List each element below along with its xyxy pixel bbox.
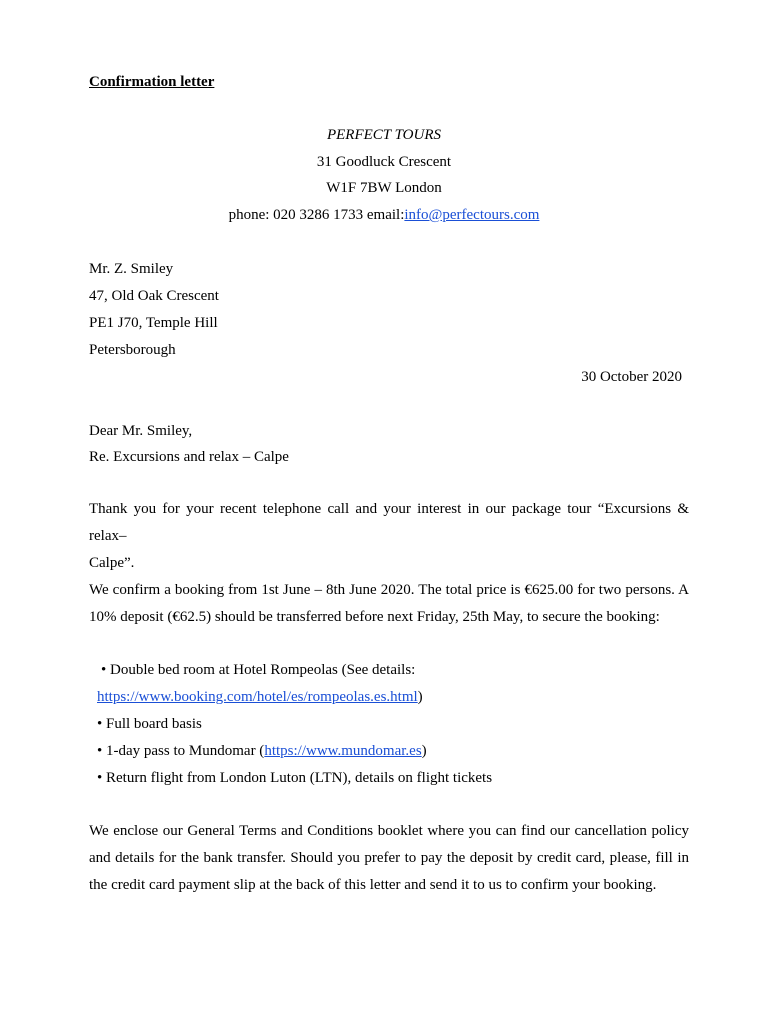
recipient-name: Mr. Z. Smiley — [89, 261, 174, 277]
pass-text: • 1-day pass to Mundomar ( — [97, 743, 265, 759]
recipient-street: 47, Old Oak Crescent — [89, 288, 219, 304]
letter-title: Confirmation letter — [89, 74, 215, 90]
hotel-link-close: ) — [417, 689, 423, 705]
bullet-flight: • Return flight from London Luton (LTN), details on flight tickets — [97, 770, 493, 786]
intro-line-2: Calpe”. — [89, 555, 135, 571]
salutation: Dear Mr. Smiley, — [89, 423, 193, 439]
intro-paragraph — [89, 496, 689, 577]
pass-close: ) — [421, 743, 427, 759]
sender-street: 31 Goodluck Crescent — [316, 154, 452, 170]
booking-paragraph — [89, 577, 689, 631]
closing-line-1: We enclose our General Terms and Conditions booklet where you can find our cancellation policy — [89, 823, 689, 839]
bullet-hotel-link-line — [97, 688, 423, 706]
sender-contact-prefix: phone: 020 3286 1733 email: — [228, 207, 405, 223]
booking-line-2: 10% deposit (€62.5) should be transferred before next Friday, 25th May, to secure the booking: — [89, 609, 660, 625]
mundomar-link[interactable]: https://www.mundomar.es — [264, 743, 422, 759]
intro-line-1: Thank you for your recent telephone call and your interest in our package tour “Excursions & relax– — [89, 501, 689, 544]
hotel-details-link[interactable]: https://www.booking.com/hotel/es/rompeolas.es.html — [97, 689, 418, 705]
bullet-pass — [97, 742, 427, 760]
recipient-city: Petersborough — [89, 342, 176, 358]
bullet-hotel: • Double bed room at Hotel Rompeolas (See details: — [101, 662, 416, 678]
letter-date: 30 October 2020 — [581, 369, 682, 385]
closing-line-2: and details for the bank transfer. Should you prefer to pay the deposit by credit card, please, fill in — [89, 850, 689, 866]
sender-contact — [0, 206, 768, 224]
subject-line: Re. Excursions and relax – Calpe — [89, 449, 289, 465]
sender-company: PERFECT TOURS — [326, 127, 442, 143]
recipient-area: PE1 J70, Temple Hill — [89, 315, 218, 331]
bullet-board: • Full board basis — [97, 716, 202, 732]
sender-postcode-city: W1F 7BW London — [326, 180, 442, 196]
closing-paragraph — [89, 818, 689, 899]
sender-email-link[interactable]: info@perfectours.com — [404, 207, 540, 223]
closing-line-3: the credit card payment slip at the back of this letter and send it to us to confirm your booking. — [89, 877, 657, 893]
booking-line-1: We confirm a booking from 1st June – 8th June 2020. The total price is €625.00 for two persons. A — [89, 582, 689, 598]
